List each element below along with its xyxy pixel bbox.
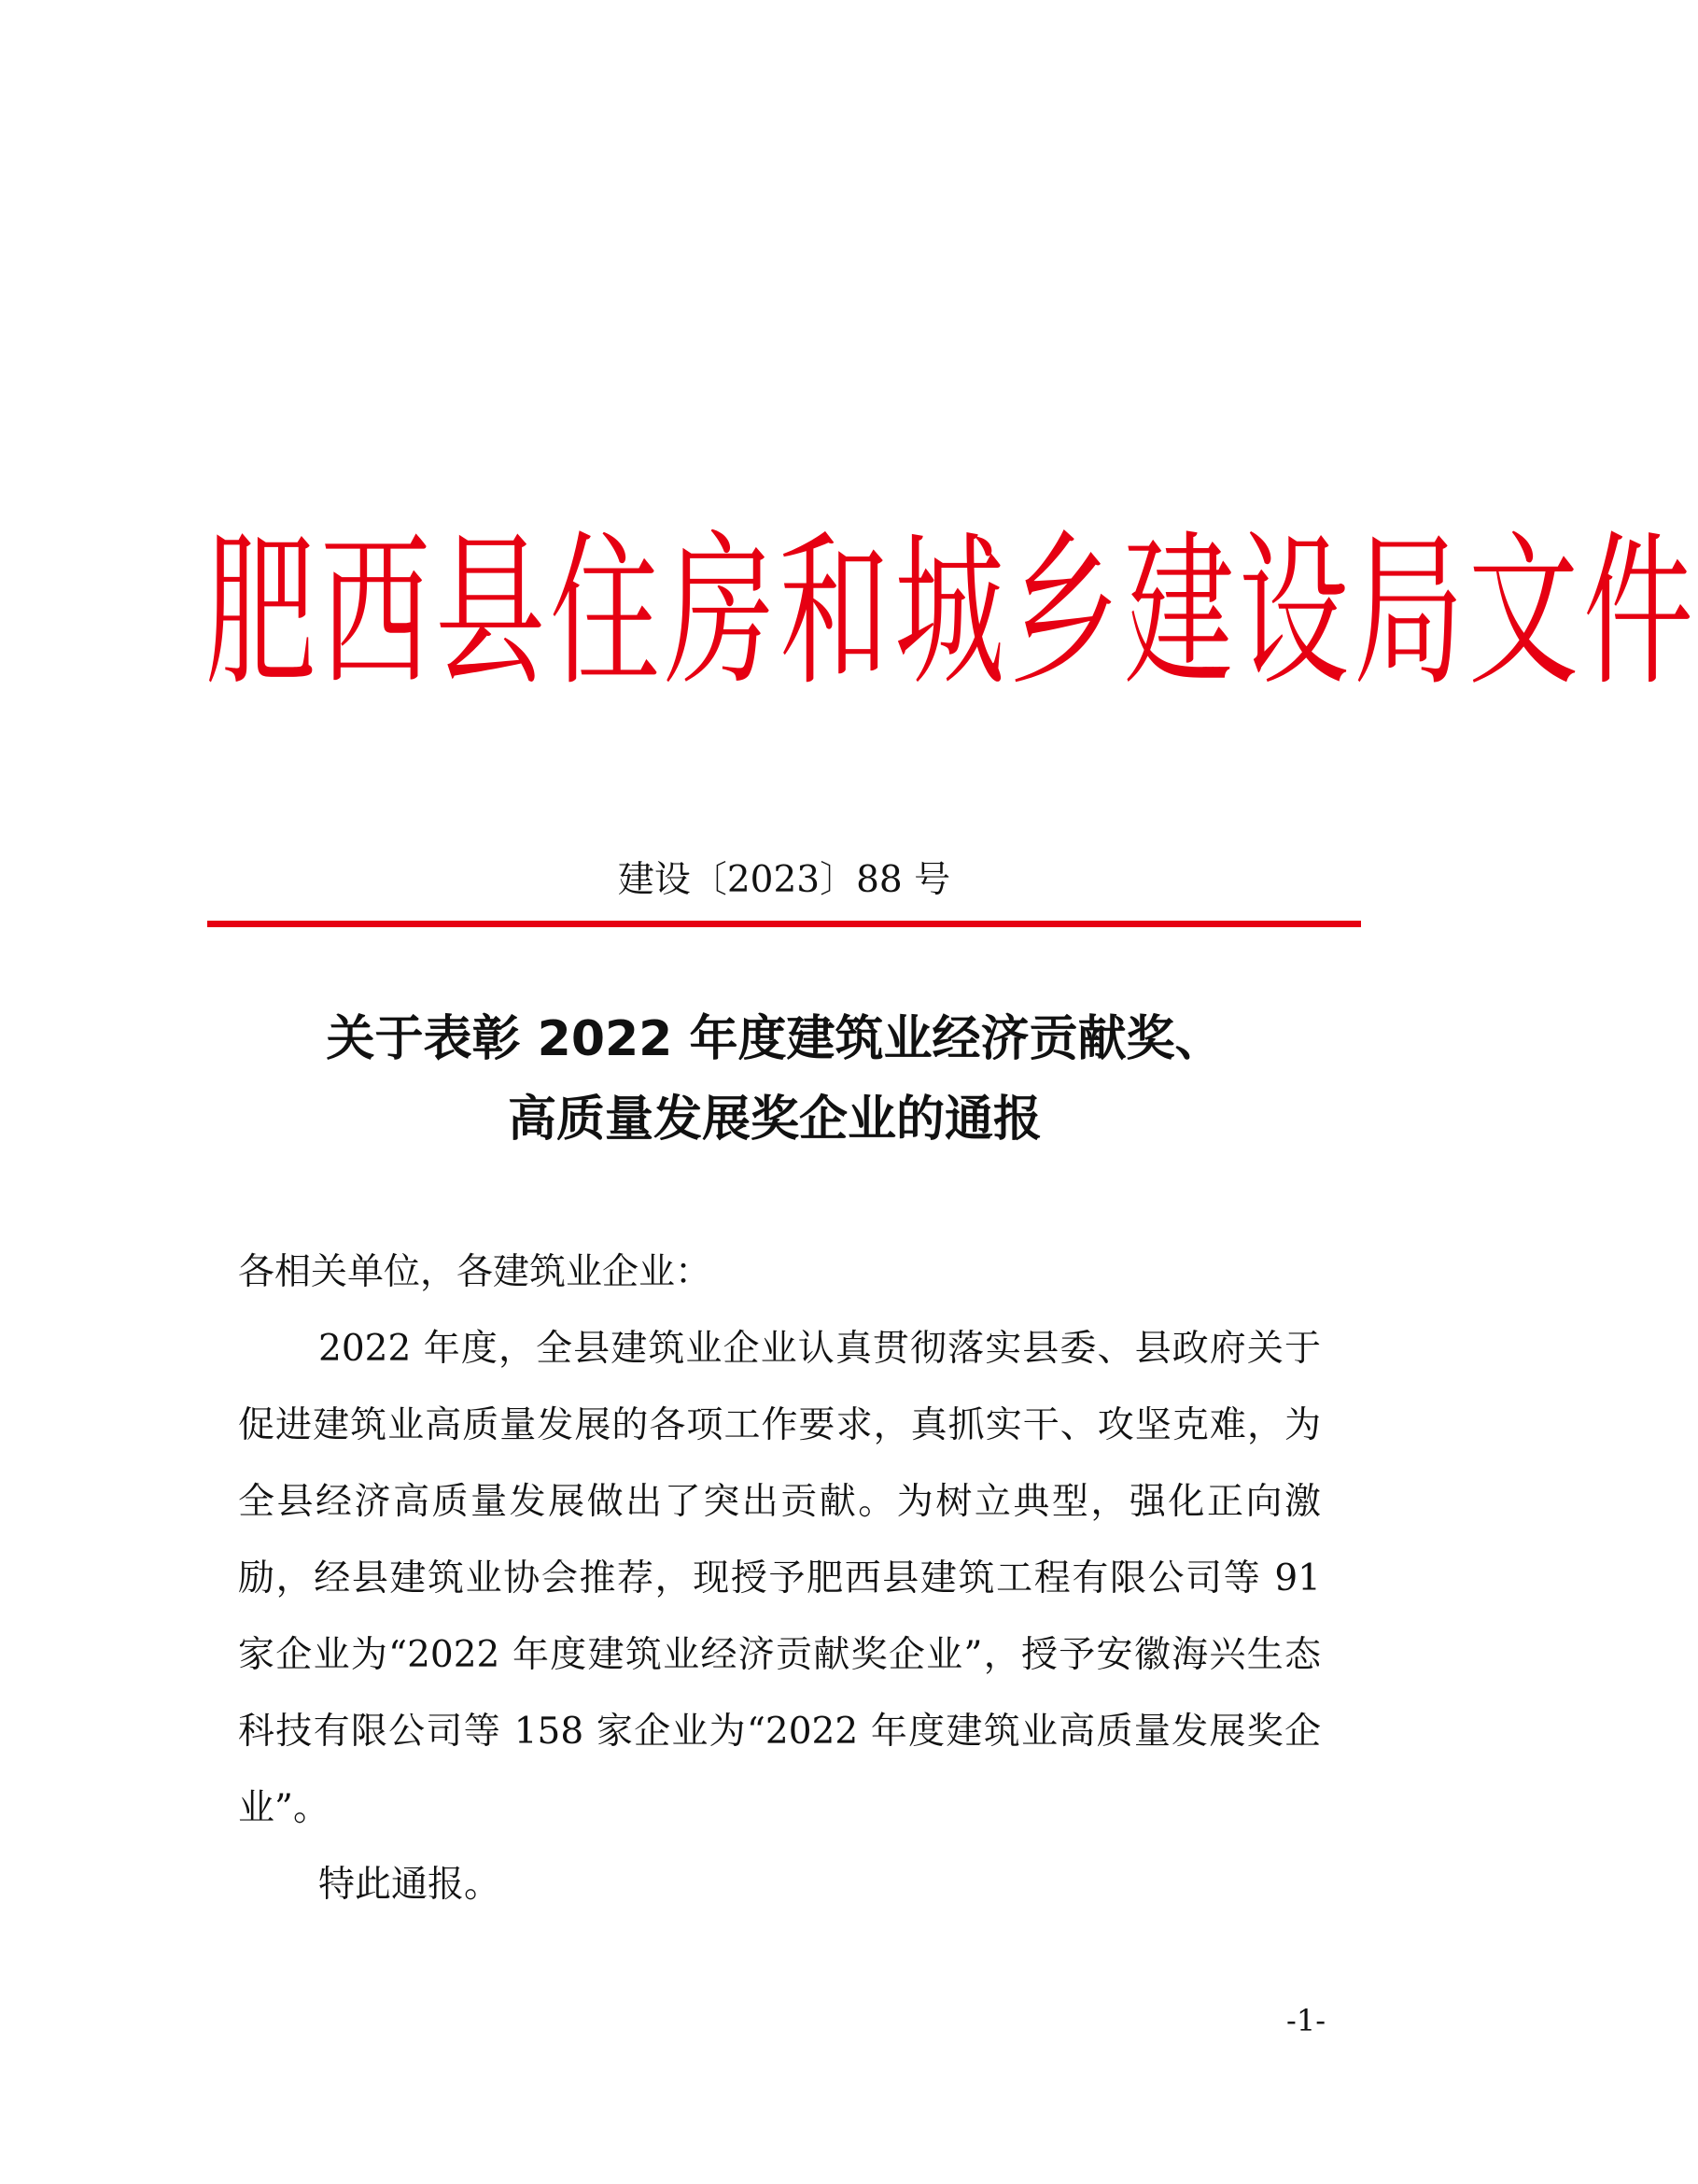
main-paragraph: 2022 年度，全县建筑业企业认真贯彻落实县委、县政府关于促进建筑业高质量发展的各项工作要求，真抓实干、攻坚克难，为全县经济高质量发展做出了突出贡献。为树立典型，强化正向激励，经县建筑业协会推荐，现授予肥西县建筑工程有限公司等 91 家企业为“2022 年度建筑业经济贡献奖企业”，授予安徽海兴生态科技有限公司等 158 家企业为“2022 年度建筑业高质量发展奖企业”。 xyxy=(238,1328,1321,1829)
notice-title-line-2: 高质量发展奖企业的通报 xyxy=(507,1092,1042,1148)
document-number: 建设〔2023〕88 号 xyxy=(617,859,951,901)
notice-title xyxy=(168,999,1382,1160)
closing-paragraph: 特此通报。 xyxy=(318,1864,501,1906)
salutation: 各相关单位，各建筑业企业： xyxy=(238,1251,712,1293)
page-number: -1- xyxy=(1286,2003,1326,2038)
notice-title-line-1: 关于表彰 2022 年度建筑业经济贡献奖、 xyxy=(326,1011,1224,1067)
red-divider-line xyxy=(207,921,1361,927)
document-body xyxy=(238,1234,1321,1923)
issuer-title: 肥西县住房和城乡建设局文件 xyxy=(205,514,1698,709)
